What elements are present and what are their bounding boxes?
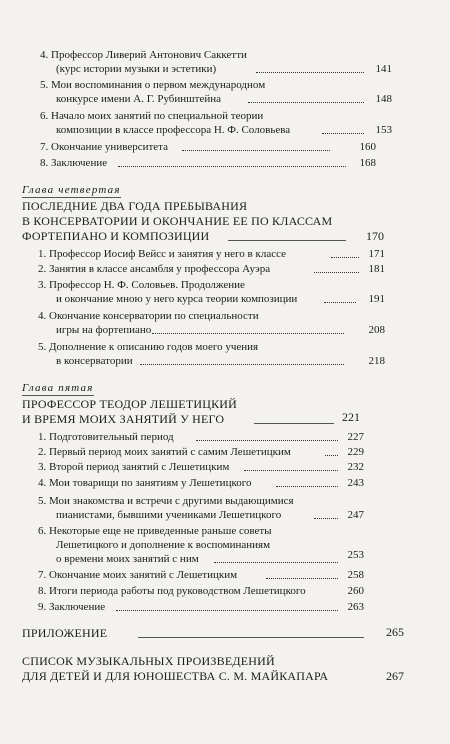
page-number: 218 xyxy=(368,355,385,367)
toc-entry-text: и окончание мною у него курса теории композиции xyxy=(56,293,298,305)
page-number: 191 xyxy=(368,293,385,305)
dot-leader xyxy=(182,150,330,151)
chapter-heading: Глава четвертая xyxy=(22,184,121,196)
page-number: 265 xyxy=(386,625,404,639)
page-number: 141 xyxy=(375,63,392,75)
page-number: 267 xyxy=(386,669,404,683)
toc-entry-text: 9. Заключение xyxy=(38,601,106,613)
list-title: ДЛЯ ДЕТЕЙ И ДЛЯ ЮНОШЕСТВА С. М. МАЙКАПАРА xyxy=(22,669,329,683)
page-number: 170 xyxy=(366,229,384,243)
page-number: 148 xyxy=(375,93,392,105)
leader-line xyxy=(228,240,346,241)
dot-leader xyxy=(256,72,364,73)
dot-leader xyxy=(140,364,344,365)
page-number: 181 xyxy=(368,263,385,275)
page-number: 229 xyxy=(347,446,364,458)
page-number: 247 xyxy=(347,509,364,521)
dot-leader xyxy=(116,610,338,611)
chapter-title: ФОРТЕПИАНО И КОМПОЗИЦИИ xyxy=(22,229,210,243)
toc-entry-text: 2. Занятия в классе ансамбля у профессора Ауэра xyxy=(38,263,271,275)
appendix-title: ПРИЛОЖЕНИЕ xyxy=(22,626,108,640)
page-number: 171 xyxy=(368,248,385,260)
page-number: 232 xyxy=(347,461,364,473)
toc-entry-text: конкурсе имени А. Г. Рубинштейна xyxy=(56,93,221,105)
page-number: 160 xyxy=(359,141,376,153)
toc-entry-text: 1. Профессор Иосиф Вейсс и занятия у него в классе xyxy=(38,248,286,260)
toc-entry-text: 6. Некоторые еще не приведенные раньше советы xyxy=(38,525,272,537)
dot-leader xyxy=(118,166,346,167)
toc-entry-text: игры на фортепиано xyxy=(56,324,152,336)
dot-leader xyxy=(214,562,338,563)
dot-leader xyxy=(196,440,338,441)
chapter-title: И ВРЕМЯ МОИХ ЗАНЯТИЙ У НЕГО xyxy=(22,412,225,426)
page-number: 258 xyxy=(347,569,364,581)
toc-entry-text: 4. Профессор Ливерий Антонович Саккетти xyxy=(40,49,247,61)
page-number: 253 xyxy=(347,549,364,561)
toc-entry-text: 4. Окончание консерватории по специальности xyxy=(38,310,259,322)
chapter-heading: Глава пятая xyxy=(22,382,94,394)
page-number: 221 xyxy=(342,410,360,424)
dot-leader xyxy=(248,102,364,103)
toc-entry-text: 8. Итоги периода работы под руководством Лешетицкого xyxy=(38,585,306,597)
toc-entry-text: пианистами, бывшими учениками Лешетицкого xyxy=(56,509,282,521)
toc-entry-text: 7. Окончание моих занятий с Лешетицким xyxy=(38,569,238,581)
toc-entry-text: 3. Профессор Н. Ф. Соловьев. Продолжение xyxy=(38,279,245,291)
toc-entry-text: 3. Второй период занятий с Лешетицким xyxy=(38,461,230,473)
chapter-title: ПРОФЕССОР ТЕОДОР ЛЕШЕТИЦКИЙ xyxy=(22,397,238,411)
toc-entry-text: 5. Мои воспоминания о первом международном xyxy=(40,79,266,91)
toc-entry-text: 5. Мои знакомства и встречи с другими выдающимися xyxy=(38,495,294,507)
toc-entry-text: Лешетицкого и дополнение к воспоминаниям xyxy=(56,539,271,551)
toc-entry-text: (курс истории музыки и эстетики) xyxy=(56,63,217,75)
toc-entry-text: 1. Подготовительный период xyxy=(38,431,174,443)
toc-entry-text: композиции в классе профессора Н. Ф. Соловьева xyxy=(56,124,291,136)
toc-entry-text: 7. Окончание университета xyxy=(40,141,169,153)
page-number: 227 xyxy=(347,431,364,443)
toc-entry-text: 4. Мои товарищи по занятиям у Лешетицкого xyxy=(38,477,252,489)
toc-entry-text: о времени моих занятий с ним xyxy=(56,553,199,565)
page-number: 153 xyxy=(375,124,392,136)
toc-entry-text: 5. Дополнение к описанию годов моего учения xyxy=(38,341,259,353)
leader-line xyxy=(138,637,364,638)
list-title: СПИСОК МУЗЫКАЛЬНЫХ ПРОИЗВЕДЕНИЙ xyxy=(22,654,275,668)
toc-entry-text: 2. Первый период моих занятий с самим Лешетицким xyxy=(38,446,291,458)
page-number: 263 xyxy=(347,601,364,613)
page-number: 243 xyxy=(347,477,364,489)
page-number: 168 xyxy=(359,157,376,169)
toc-entry-text: в консерватории xyxy=(56,355,133,367)
chapter-title: В КОНСЕРВАТОРИИ И ОКОНЧАНИЕ ЕЕ ПО КЛАССАМ xyxy=(22,214,333,228)
page-number: 208 xyxy=(368,324,385,336)
chapter-title: ПОСЛЕДНИЕ ДВА ГОДА ПРЕБЫВАНИЯ xyxy=(22,199,248,213)
toc-entry-text: 8. Заключение xyxy=(40,157,108,169)
dot-leader xyxy=(152,333,344,334)
page-number: 260 xyxy=(347,585,364,597)
toc-entry-text: 6. Начало моих занятий по специальной теории xyxy=(40,110,264,122)
